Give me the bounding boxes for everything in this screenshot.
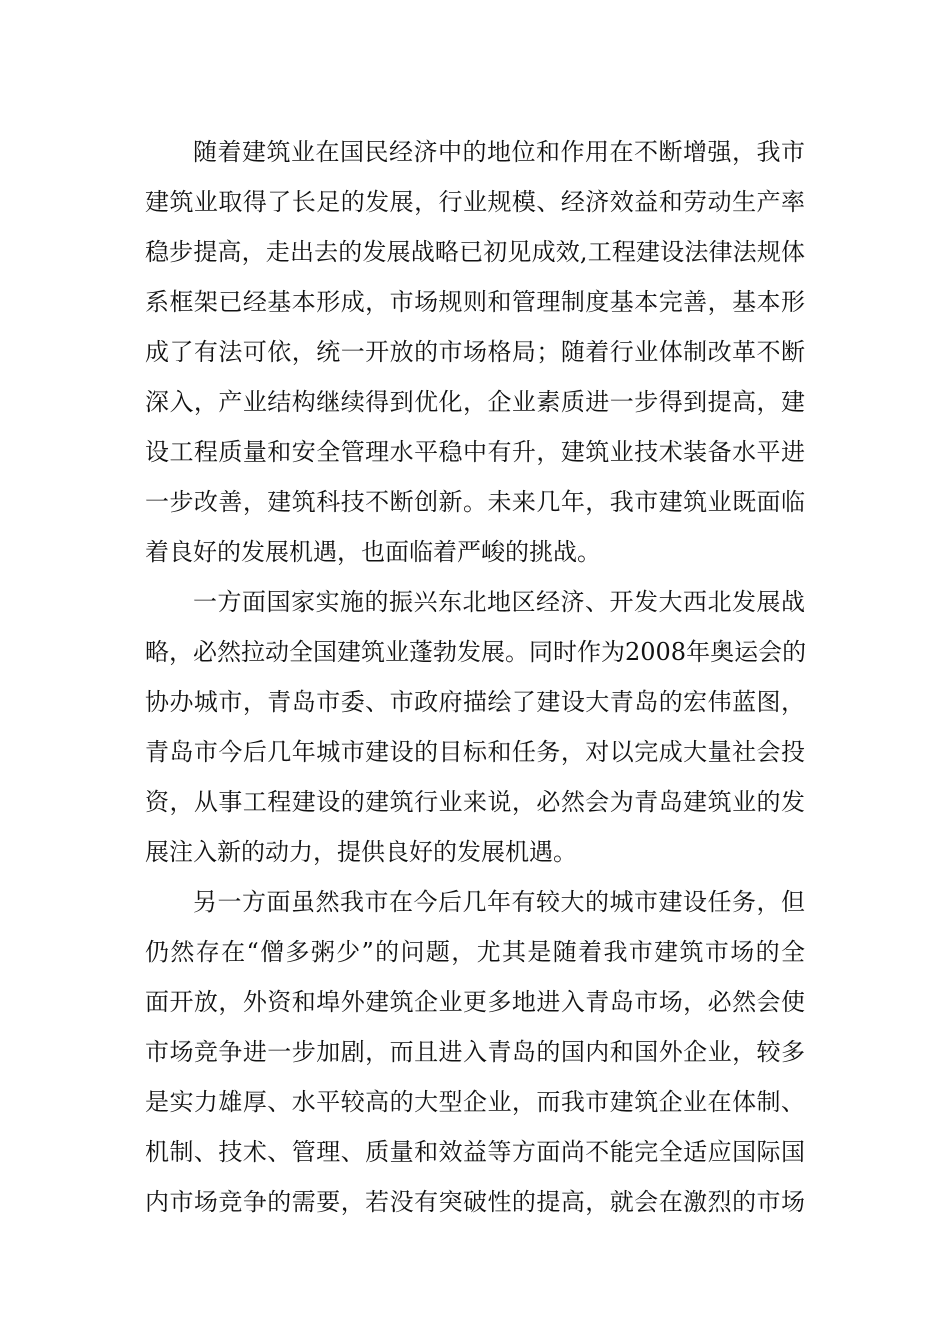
- paragraph-1-line-9: 着良好的发展机遇，也面临着严峻的挑战。: [145, 538, 601, 566]
- paragraph-1-line-1: 随着建筑业在国民经济中的地位和作用在不断增强，我市: [193, 138, 805, 166]
- paragraph-2-line-1: 一方面国家实施的振兴东北地区经济、开发大西北发展战: [193, 588, 805, 616]
- paragraph-3-line-7: 内市场竞争的需要，若没有突破性的提高，就会在激烈的市场: [145, 1188, 805, 1216]
- paragraph-3-line-3: 面开放，外资和埠外建筑企业更多地进入青岛市场，必然会使: [145, 988, 805, 1016]
- paragraph-1-line-5: 成了有法可依，统一开放的市场格局；随着行业体制改革不断: [145, 338, 805, 366]
- paragraph-2-line-3: 协办城市，青岛市委、市政府描绘了建设大青岛的宏伟蓝图，: [145, 688, 805, 716]
- paragraph-3-line-6: 机制、技术、管理、质量和效益等方面尚不能完全适应国际国: [145, 1138, 805, 1166]
- paragraph-3-line-5: 是实力雄厚、水平较高的大型企业，而我市建筑企业在体制、: [145, 1088, 805, 1116]
- paragraph-3-line-4: 市场竞争进一步加剧，而且进入青岛的国内和国外企业，较多: [145, 1038, 805, 1066]
- paragraph-3-line-2: 仍然存在“僧多粥少”的问题，尤其是随着我市建筑市场的全: [145, 938, 805, 966]
- paragraph-1-line-7: 设工程质量和安全管理水平稳中有升，建筑业技术装备水平进: [145, 438, 805, 466]
- paragraph-2-line-2: 略，必然拉动全国建筑业蓬勃发展。同时作为2008年奥运会的: [145, 638, 807, 666]
- paragraph-2-line-5: 资，从事工程建设的建筑行业来说，必然会为青岛建筑业的发: [145, 788, 805, 816]
- paragraph-1-line-6: 深入，产业结构继续得到优化，企业素质进一步得到提高，建: [145, 388, 805, 416]
- paragraph-1-line-2: 建筑业取得了长足的发展，行业规模、经济效益和劳动生产率: [145, 188, 805, 216]
- paragraph-2-line-4: 青岛市今后几年城市建设的目标和任务，对以完成大量社会投: [145, 738, 805, 766]
- paragraph-1-line-8: 一步改善，建筑科技不断创新。未来几年，我市建筑业既面临: [145, 488, 805, 516]
- paragraph-3-line-1: 另一方面虽然我市在今后几年有较大的城市建设任务，但: [193, 888, 805, 916]
- paragraph-1-line-3: 稳步提高，走出去的发展战略已初见成效,工程建设法律法规体: [145, 238, 805, 266]
- paragraph-1-line-4: 系框架已经基本形成，市场规则和管理制度基本完善，基本形: [145, 288, 805, 316]
- paragraph-2-line-6: 展注入新的动力，提供良好的发展机遇。: [145, 838, 577, 866]
